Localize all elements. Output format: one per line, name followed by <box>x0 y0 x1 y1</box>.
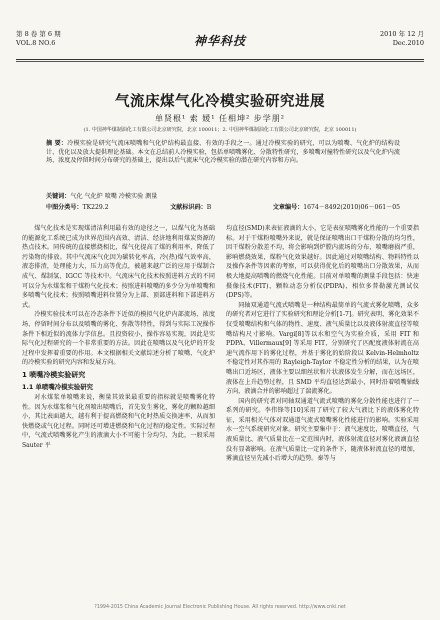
journal-logo: 神华科技 <box>193 34 246 48</box>
keywords <box>46 193 400 202</box>
subsection-heading: 1.1 单喷嘴冷模实验研究 <box>22 382 94 391</box>
header-rule <box>16 59 424 60</box>
paper-authors: 单贤根¹ 索 媛¹ 任相坤² 步学朋² <box>155 114 285 123</box>
header-rule-thin <box>16 61 424 62</box>
body-paragraph: 煤气化技术是实现煤清洁利用最有效的途径之一，以煤气化为基础的能源化工系统已成为世界范围内高效、清洁、经济地利用煤炭资源的热点技术。同传统的直接燃烧相比，煤气化提高了煤的利用率，降低了污染物的排放。其中气流床气化因为碳转化率高，冷(热)煤气效率高，液态排渣，处理能力大，压力高等优点，被越来越广泛的应用于煤制合成气、煤制氢、IGCC 等技术中。气流床气化技术按照进料方式的不同可以分为水煤浆和干煤粉气化技术；按照进料喷嘴的多少分为单喷嘴和多喷嘴气化技术；按照喷嘴进料位置分为上部、顶部进料和下部进料方式。 <box>22 225 215 309</box>
keywords-label: 关键词： <box>46 193 71 200</box>
abstract-text: 冷模实验是研究气流床喷嘴和气化炉结构最直接、有效的手段之一。通过冷模实验的研究，可以为喷嘴、气化炉的结构设计、优化以及放大提供理论基础。本文在总结前人冷模实验，包括单喷嘴雾化、分散特性研究，多喷嘴对撞特性研究以及气化炉内流场、浓度及停留时间分布研究的基础上，提出以后气流床气化冷模实验的潜在研究内容和方向。 <box>46 140 401 165</box>
clc-number <box>46 204 109 213</box>
keywords-text: 气化 气化炉 喷嘴 冷模实验 测量 <box>70 193 158 200</box>
copyright-footer: ?1994-2015 China Academic Journal Electronic Publishing House. All rights reserved. http://www.cnki.net <box>94 605 346 610</box>
doc-value: B <box>206 204 212 211</box>
classification-line <box>46 204 400 213</box>
author-affiliations: (1. 中国神华煤制油化工有限公司北京研究院，北京 100011；2. 中国神华煤制油化工有限公司北京研究院，北京 100011) <box>83 127 357 133</box>
abstract <box>46 140 400 166</box>
clc-label: 中图分类号： <box>46 204 83 211</box>
doc-label: 文献标识码： <box>170 204 207 211</box>
article-label: 文章编号： <box>272 204 304 211</box>
clc-value: TK229.2 <box>82 204 109 211</box>
body-paragraph: 对水煤浆单喷嘴来说，衡量其效果最重要的指标就是喷嘴雾化特性。因为水煤浆和气化剂喷出喷嘴后，首先发生雾化，雾化的颗粒越细小，其比表面越大，越有利于提高燃烧和气化时热质交换速率，从而加快燃烧或气化过程。同时还可增进燃烧和气化过程的稳定性。实际过程中，气流式喷嘴雾化产生的液滴大小不可能十分均匀，为此，一般采用 Sauter 平 <box>22 394 215 450</box>
date-en: Dec.2010 <box>392 38 424 47</box>
article-value: 1674－8492(2010)06－061－05 <box>303 204 400 211</box>
doc-code <box>170 204 211 213</box>
section-heading: 1 喷嘴冷模实验研究 <box>22 370 86 379</box>
body-column-left <box>22 224 215 451</box>
date-cn: 2010 年 12 月 <box>379 30 424 38</box>
body-paragraph: 均直径(SMD)来表征液滴的大小，它是表征喷嘴雾化性能的一个重要指标。对于干煤粉喷嘴外来说，就是保证喷嘴出口干煤粉分散的均匀性，因干煤粉分散差不均，将会影响到炉膛内流场的分布，喷嘴磨损严重，影响燃烧效果，煤粉气化效果越好。因此通过对喷嘴结构、物料特性以及操作条件等因素的考察，可以获得优化后的喷嘴出口分散效果，从而极大地提高喷嘴的燃烧气化性能。目前对单喷嘴的测量手段包括：快速摄像技术(FIT)、颗粒动态分析仪(PDPA)、相位多普勒激光测试仪(DPS)等。 <box>226 225 419 300</box>
body-paragraph: 同轴双通道气流式喷嘴是一种结构最简单的气流式雾化喷嘴，众多的研究者对它进行了实验研究和理论分析[1-7]。研究表明，雾化效果不仅受喷嘴结构和气体的物性、速度、液气质量比以及液体射流直径等喷嘴结构尺寸影响。Vargi[8]等以水和空气为实验介质，采用 FIT 和 PDPA、Villermaux[9] 等采用 FIT，分别研究了匹配度液体射流在高速气流作用下的雾化过程，并基于雾化的始阶段以 Kelvin-Helmholtz 不稳定性对其作用的 Rayleigh-Taylor 不稳定性分析的结果，认为在喷嘴出口近场区，液体主要以细丝状和片状液体发生分解，而在远场区，液体在上升趋势过程，且 SMD 平均直径达到最小，同时沿着喷嘴轴线方向，液滴合并的影响超过了湍流雾化。 <box>226 301 419 396</box>
article-number <box>273 204 400 213</box>
volume-cn: 第 8 卷 第 6 期 <box>16 30 61 38</box>
running-header <box>16 30 424 56</box>
issue-date <box>380 30 424 47</box>
volume-en: VOL.8 NO.6 <box>16 38 56 47</box>
body-column-right <box>226 224 419 464</box>
body-paragraph: 冷模实验技术可以在冷态条件下近似的模拟气化炉内部流场、浓度场、停留时间分布以及喷嘴的雾化、弥散等特性，得到与实际工况操作条件下相近似的流体力学信息。且投资较小，操作容易实现，因此是实际气化过程研究的一个非常重要的方法。因此在喷嘴以及气化炉的开发过程中发挥着重要的作用。本文根据相关文献综述分析了喷嘴、气化炉的冷模实验的研究内容和发展方向。 <box>22 311 215 367</box>
paper-title: 气流床煤气化冷模实验研究进展 <box>115 93 325 110</box>
body-paragraph: 国内的研究者对同轴双通道气流式喷嘴的雾化分散性能也进行了一系列的研究。李伟锋等[10]采用了研究了较大气液比下的液体雾化特征，采用相关气体对双通道气流式喷嘴雾化性能进行的影响。实验采用水一空气系统研究对象。研究主要集中于：液气速度比，喷嘴直径，气液质量比、液气质量比在一定范围内时，液体射流直径对雾化液滴直径没有显著影响。在液气质量比一定的条件下，随液体射流直径的增加，雾滴直径呈先减小后增大的趋势。秦等与 <box>226 397 419 463</box>
abstract-label: 摘 要： <box>46 140 68 147</box>
